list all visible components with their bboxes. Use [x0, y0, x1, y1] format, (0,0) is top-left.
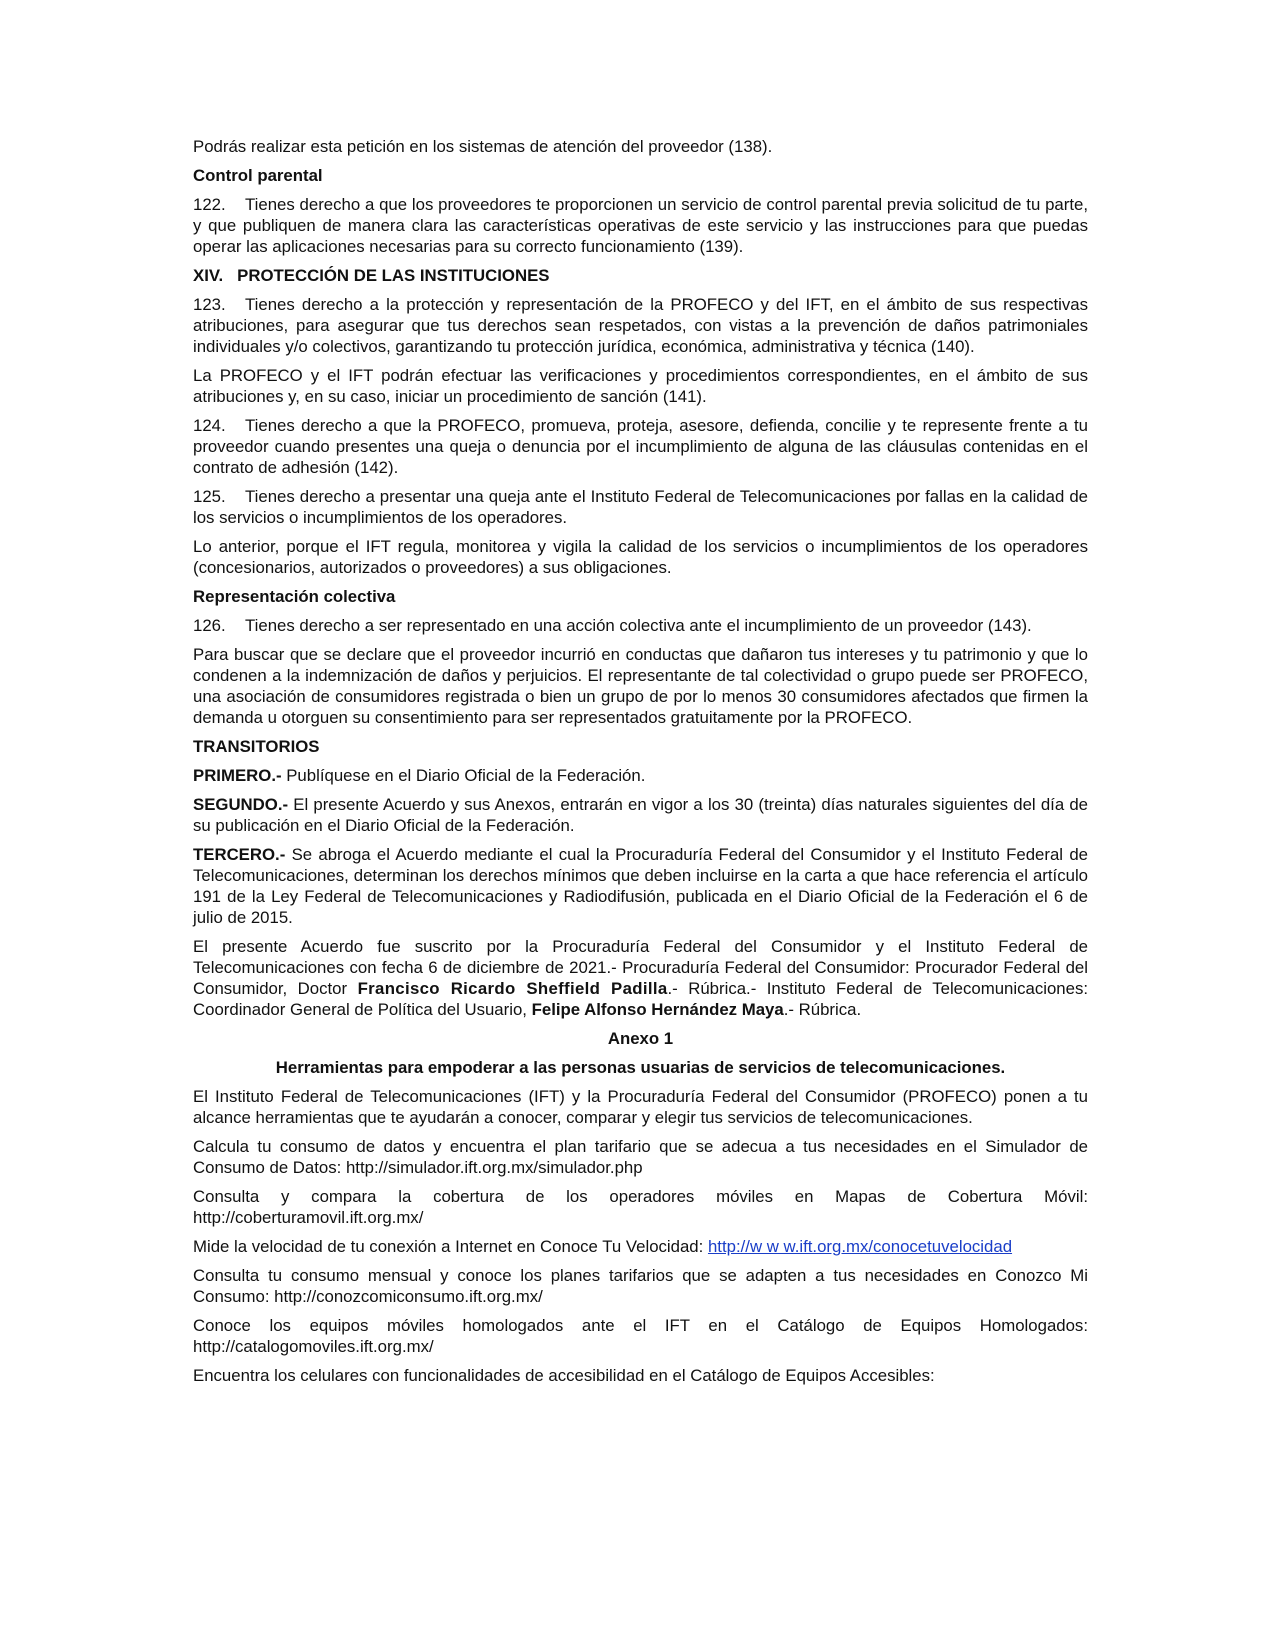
- article-label: SEGUNDO.-: [193, 795, 289, 814]
- paragraph-firma: [193, 936, 1088, 1020]
- section-heading-xiv: XIV. PROTECCIÓN DE LAS INSTITUCIONES: [193, 266, 550, 285]
- item-number: 122.: [193, 195, 226, 214]
- paragraph: Calcula tu consumo de datos y encuentra el plan tarifario que se adecua a tus necesidades en el Simulador de Consumo de Datos: http://simulador.ift.org.mx/simulador.php: [193, 1137, 1088, 1177]
- paragraph-122: [193, 194, 1088, 257]
- paragraph: Encuentra los celulares con funcionalidades de accesibilidad en el Catálogo de Equipos Accesibles:: [193, 1366, 935, 1385]
- paragraph-text: Publíquese en el Diario Oficial de la Federación.: [281, 766, 646, 785]
- annex-heading: Anexo 1: [607, 1029, 674, 1048]
- paragraph: Conoce los equipos móviles homologados ante el IFT en el Catálogo de Equipos Homologados: http://catalogomoviles.ift.org.mx/: [193, 1316, 1088, 1356]
- item-number: 126.: [193, 616, 226, 635]
- section-heading-representacion: Representación colectiva: [193, 587, 396, 606]
- annex-title: Herramientas para empoderar a las personas usuarias de servicios de telecomunicaciones.: [275, 1058, 1006, 1077]
- paragraph-text: Tienes derecho a presentar una queja ante el Instituto Federal de Telecomunicaciones por fallas en la calidad de los servicios o incumplimientos de los operadores.: [193, 487, 1088, 527]
- document-page: [193, 136, 1088, 1394]
- paragraph-primero: [193, 765, 1088, 786]
- paragraph-text: Mide la velocidad de tu conexión a Internet en Conoce Tu Velocidad:: [193, 1237, 708, 1256]
- paragraph-text: .- Rúbrica.- Instituto Federal de Telecomunicaciones: Coordinador General de Política del Usuario,: [193, 979, 1088, 1019]
- conoce-tu-velocidad-link[interactable]: http://w w w.ift.org.mx/conocetuvelocidad: [707, 1237, 1013, 1256]
- paragraph-126: [193, 615, 1088, 636]
- paragraph-tercero: [193, 844, 1088, 928]
- paragraph-velocidad: [193, 1236, 1088, 1257]
- section-heading-control-parental: Control parental: [193, 166, 323, 185]
- paragraph: Podrás realizar esta petición en los sistemas de atención del proveedor (138).: [193, 137, 773, 156]
- paragraph-text: Tienes derecho a que la PROFECO, promueva, proteja, asesore, defienda, concilie y te represente frente a tu proveedor cuando presentes una queja o denuncia por el incumplimiento de alguna de las cláusulas contenidas en el contrato de adhesión (142).: [193, 416, 1088, 477]
- paragraph: La PROFECO y el IFT podrán efectuar las verificaciones y procedimientos correspondientes, en el ámbito de sus atribuciones y, en su caso, iniciar un procedimiento de sanción (141).: [193, 366, 1088, 406]
- paragraph-text: El presente Acuerdo y sus Anexos, entrarán en vigor a los 30 (treinta) días naturales siguientes del día de su publicación en el Diario Oficial de la Federación.: [193, 795, 1088, 835]
- item-number: 125.: [193, 487, 226, 506]
- signatory-name: Francisco Ricardo Sheffield Padilla: [357, 979, 668, 998]
- paragraph-text: Tienes derecho a la protección y representación de la PROFECO y del IFT, en el ámbito de sus respectivas atribuciones, para asegurar que tus derechos sean respetados, con vistas a la prevención de daños patrimoniales individuales y/o colectivos, garantizando tu protección jurídica, económica, administrativa y técnica (140).: [193, 295, 1088, 356]
- item-number: 123.: [193, 295, 226, 314]
- paragraph: Consulta y compara la cobertura de los operadores móviles en Mapas de Cobertura Móvil: http://coberturamovil.ift.org.mx/: [193, 1187, 1088, 1227]
- paragraph-text: Tienes derecho a que los proveedores te proporcionen un servicio de control parental previa solicitud de tu parte, y que publiquen de manera clara las características operativas de este servicio y las instrucciones para que puedas operar las aplicaciones necesarias para su correcto funcionamiento (139).: [193, 195, 1088, 256]
- paragraph-text: Se abroga el Acuerdo mediante el cual la Procuraduría Federal del Consumidor y el Instituto Federal de Telecomunicaciones, determinan los derechos mínimos que deben incluirse en la carta a que hace referencia el artículo 191 de la Ley Federal de Telecomunicaciones y Radiodifusión, publicada en el Diario Oficial de la Federación el 6 de julio de 2015.: [193, 845, 1088, 927]
- paragraph: Para buscar que se declare que el proveedor incurrió en conductas que dañaron tus intereses y tu patrimonio y que lo condenen a la indemnización de daños y perjuicios. El representante de tal colectividad o grupo puede ser PROFECO, una asociación de consumidores registrada o bien un grupo de por lo menos 30 consumidores afectados que firmen la demanda u otorguen su consentimiento para ser representados gratuitamente por la PROFECO.: [193, 645, 1088, 727]
- paragraph-text: .- Rúbrica.: [783, 1000, 862, 1019]
- paragraph-segundo: [193, 794, 1088, 836]
- paragraph: El Instituto Federal de Telecomunicaciones (IFT) y la Procuraduría Federal del Consumidor (PROFECO) ponen a tu alcance herramientas que te ayudarán a conocer, comparar y elegir tus servicios de telecomunicaciones.: [193, 1087, 1088, 1127]
- item-number: 124.: [193, 416, 226, 435]
- signatory-name: Felipe Alfonso Hernández Maya: [531, 1000, 784, 1019]
- paragraph-text: El presente Acuerdo fue suscrito por la Procuraduría Federal del Consumidor y el Instituto Federal de Telecomunicaciones con fecha 6 de diciembre de 2021.- Procuraduría Federal del Consumidor: Procurador Federal del Consumidor, Doctor: [193, 937, 1088, 998]
- paragraph-text: Tienes derecho a ser representado en una acción colectiva ante el incumplimiento de un proveedor (143).: [245, 616, 1032, 635]
- paragraph-125: [193, 486, 1088, 528]
- article-label: TERCERO.-: [193, 845, 286, 864]
- paragraph-124: [193, 415, 1088, 478]
- paragraph: Consulta tu consumo mensual y conoce los planes tarifarios que se adapten a tus necesidades en Conozco Mi Consumo: http://conozcomiconsumo.ift.org.mx/: [193, 1266, 1088, 1306]
- section-heading-transitorios: TRANSITORIOS: [193, 737, 320, 756]
- article-label: PRIMERO.-: [193, 766, 282, 785]
- paragraph-123: [193, 294, 1088, 357]
- paragraph: Lo anterior, porque el IFT regula, monitorea y vigila la calidad de los servicios o incumplimientos de los operadores (concesionarios, autorizados o proveedores) a sus obligaciones.: [193, 537, 1088, 577]
